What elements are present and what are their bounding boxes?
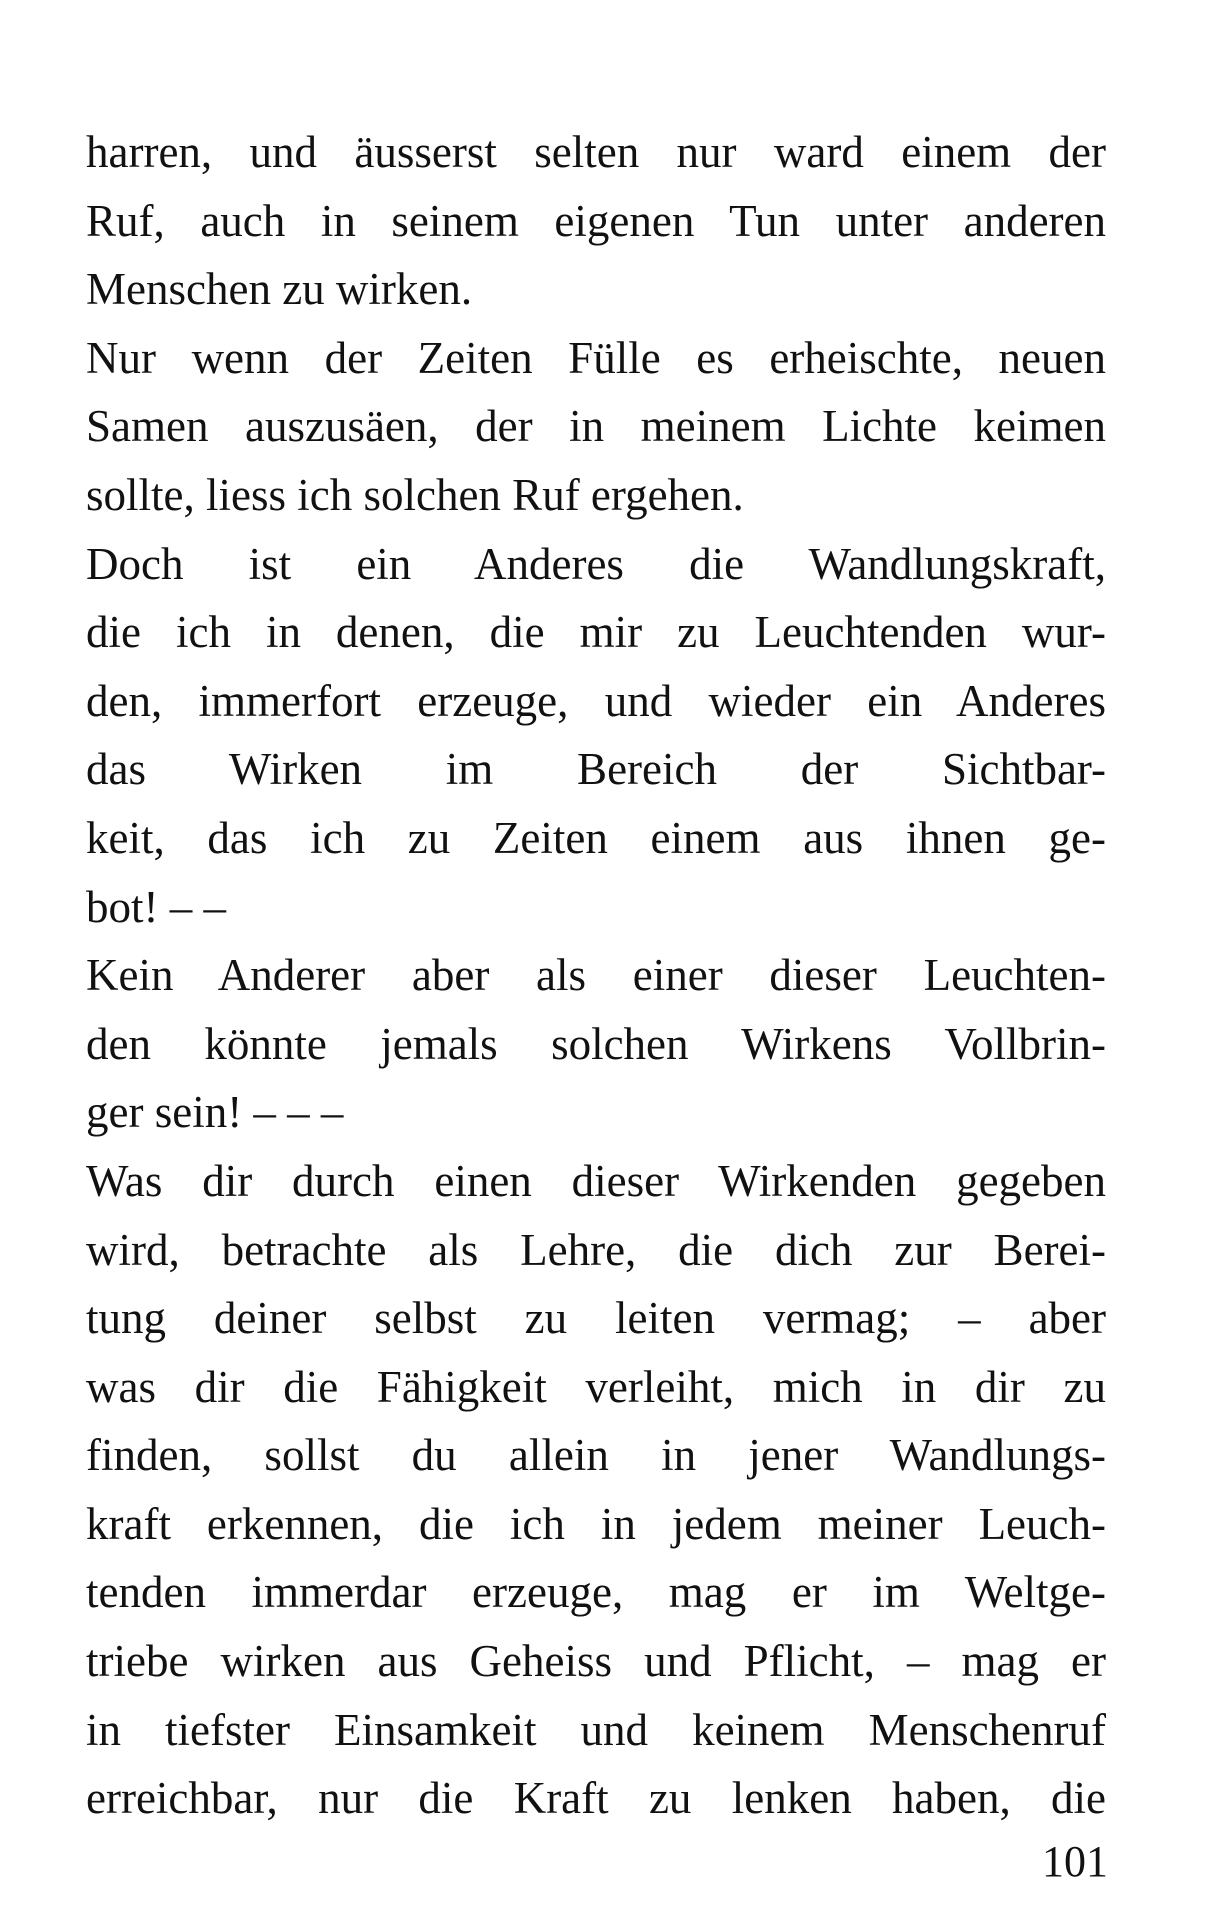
text-line: den, immerfort erzeuge, und wieder ein Anderes — [86, 675, 1106, 726]
text-line: das Wirken im Bereich der Sichtbar- — [86, 744, 1106, 795]
text-line: sollte, liess ich solchen Ruf ergehen. — [86, 469, 744, 520]
text-line: Ruf, auch in seinem eigenen Tun unter anderen — [86, 195, 1106, 246]
text-line: tenden immerdar erzeuge, mag er im Weltge- — [86, 1567, 1106, 1618]
text-line: was dir die Fähigkeit verleiht, mich in dir zu — [86, 1361, 1106, 1412]
text-line: bot! – – — [86, 881, 226, 932]
text-line: erreichbar, nur die Kraft zu lenken haben, die — [86, 1773, 1106, 1824]
text-line: den könnte jemals solchen Wirkens Vollbrin- — [86, 1018, 1106, 1069]
text-line: harren, und äusserst selten nur ward einem der — [86, 127, 1106, 177]
text-line: kraft erkennen, die ich in jedem meiner Leuch- — [86, 1498, 1106, 1549]
text-line: keit, das ich zu Zeiten einem aus ihnen ge- — [86, 812, 1106, 863]
text-line: in tiefster Einsamkeit und keinem Menschenruf — [86, 1704, 1106, 1755]
text-line: finden, sollst du allein in jener Wandlungs- — [86, 1430, 1106, 1481]
text-line: Menschen zu wirken. — [86, 264, 473, 315]
text-line: triebe wirken aus Geheiss und Pflicht, – mag er — [86, 1636, 1106, 1687]
body-text — [86, 118, 1106, 1833]
text-line: Nur wenn der Zeiten Fülle es erheischte, neuen — [86, 332, 1106, 383]
text-line: tung deiner selbst zu leiten vermag; – aber — [86, 1293, 1106, 1344]
page-number: 101 — [1042, 1837, 1108, 1886]
text-line: die ich in denen, die mir zu Leuchtenden wur- — [86, 607, 1106, 658]
text-line: wird, betrachte als Lehre, die dich zur Berei- — [86, 1224, 1106, 1275]
text-line: Kein Anderer aber als einer dieser Leuchten- — [86, 950, 1106, 1001]
text-line: Samen auszusäen, der in meinem Lichte keimen — [86, 401, 1106, 452]
text-line: Doch ist ein Anderes die Wandlungskraft, — [86, 538, 1106, 589]
text-line: Was dir durch einen dieser Wirkenden gegeben — [86, 1155, 1106, 1206]
text-line: ger sein! – – – — [86, 1087, 344, 1138]
